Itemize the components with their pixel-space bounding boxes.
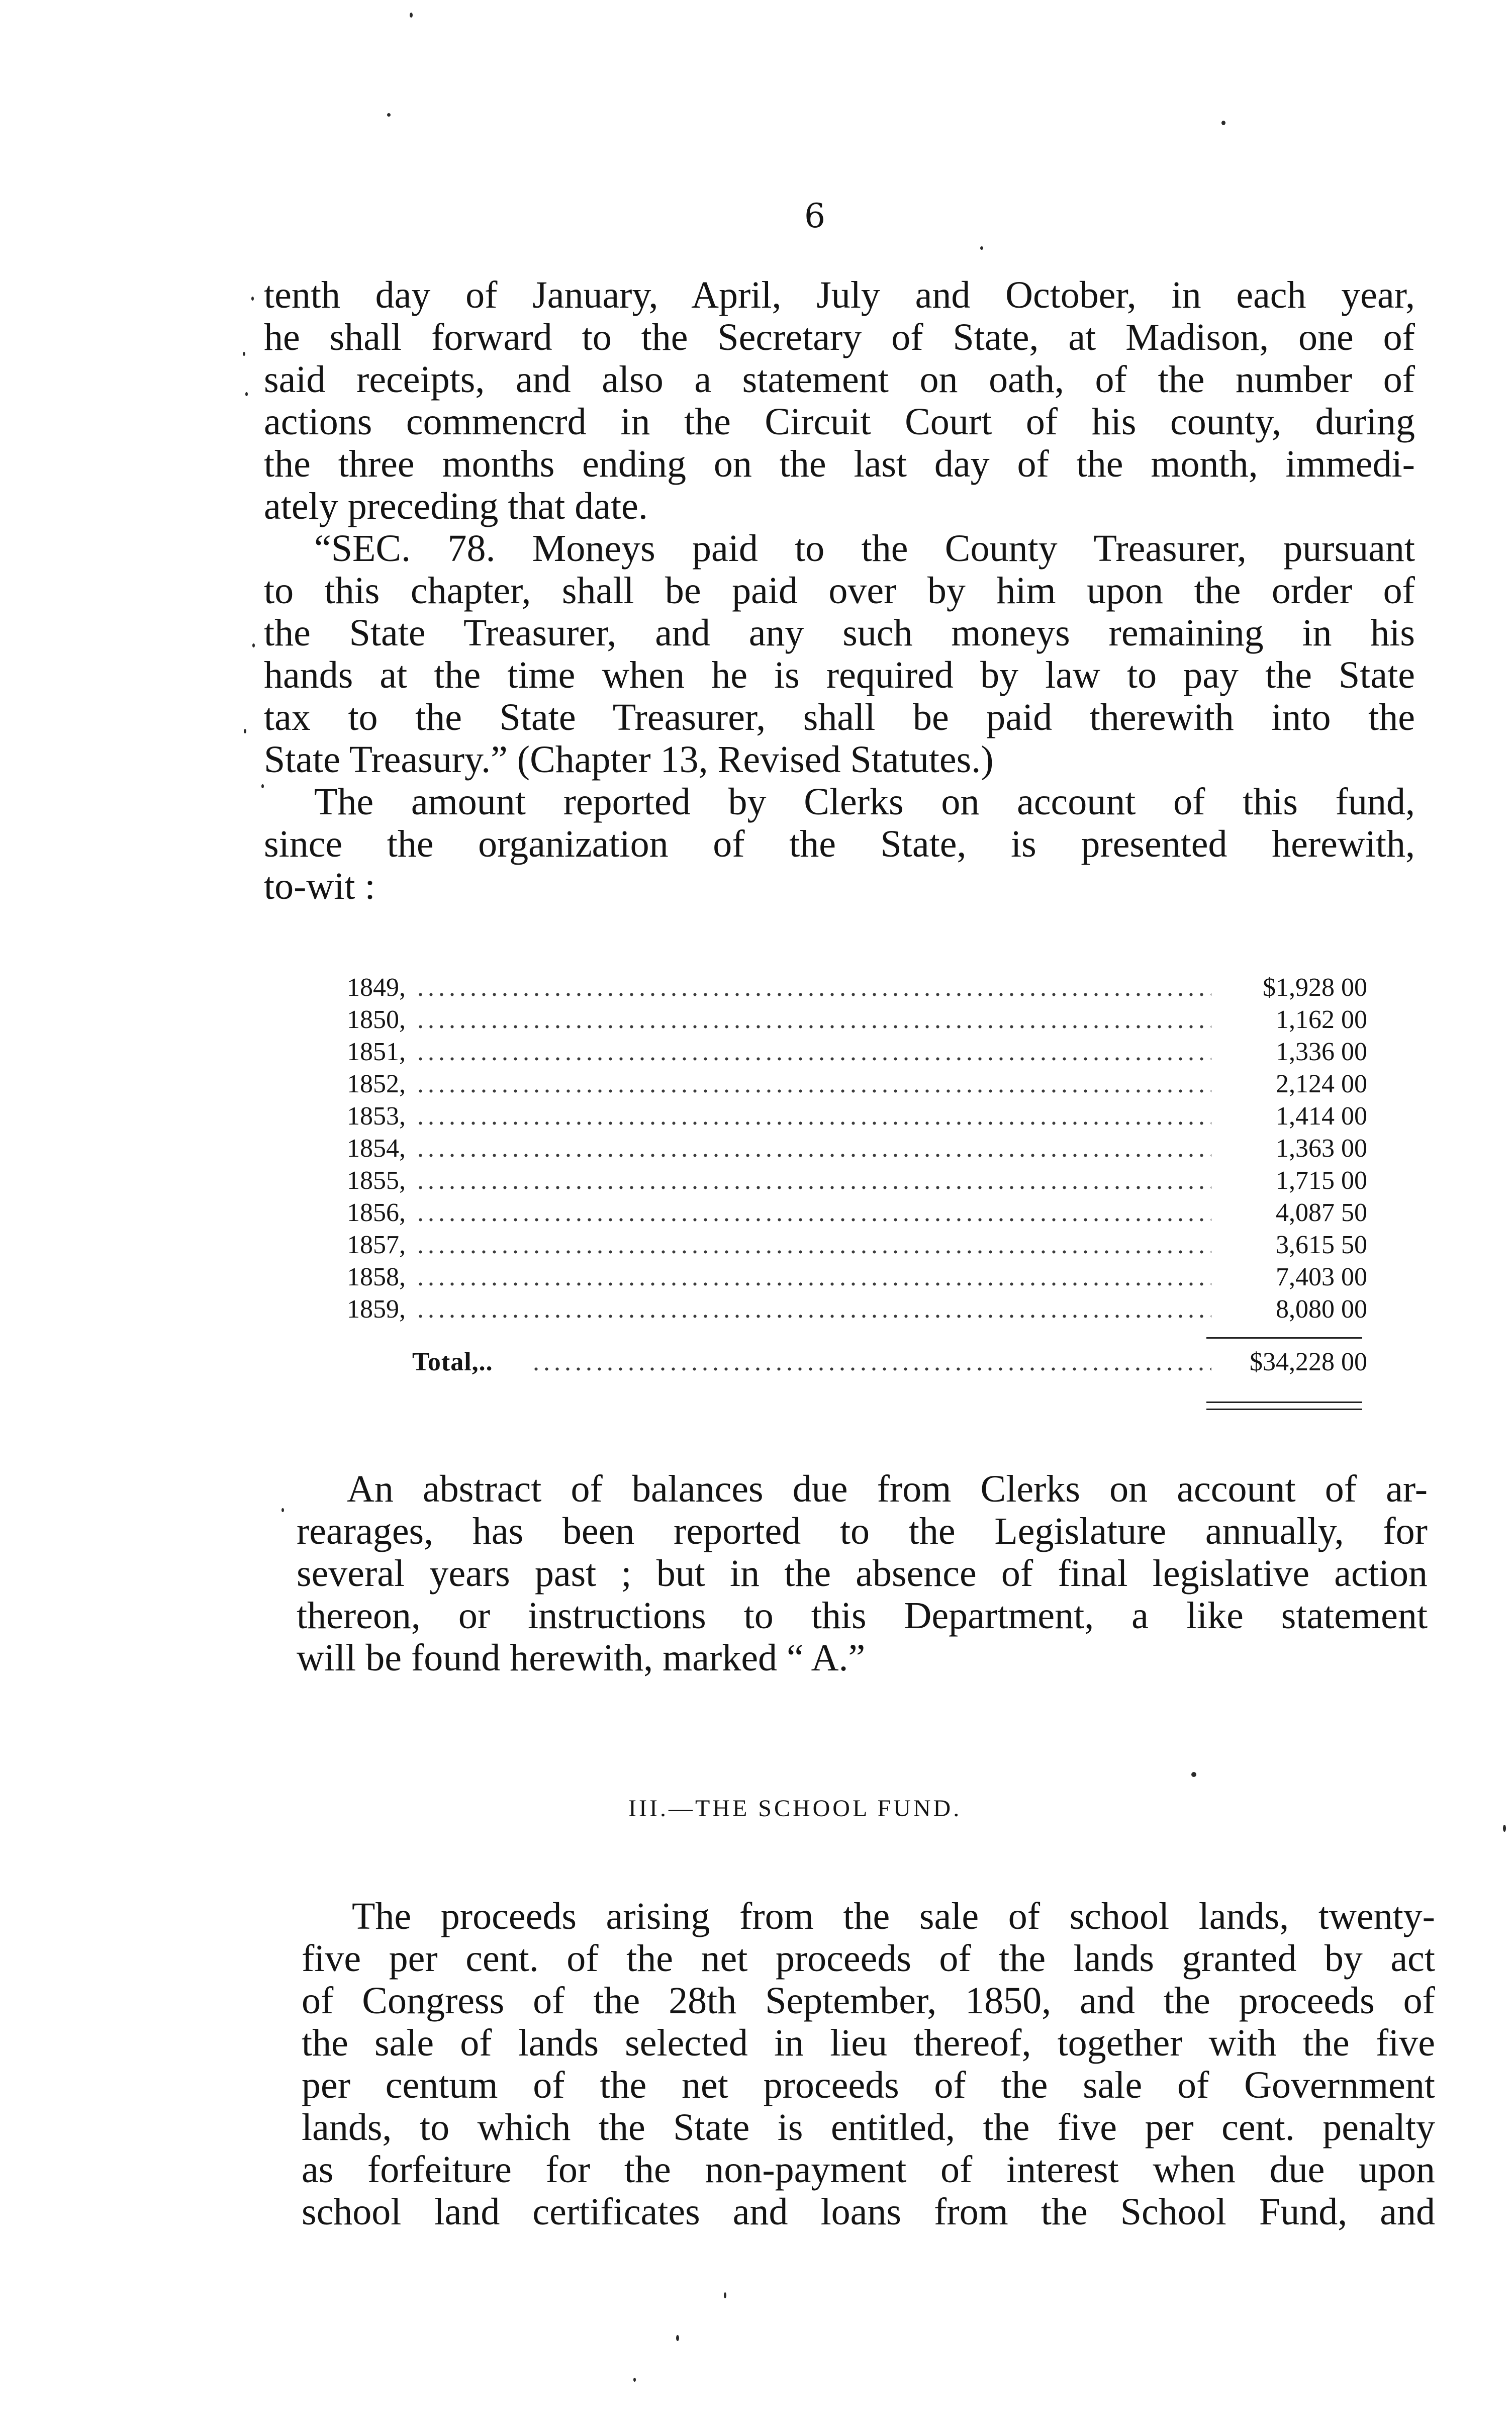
double-rule-top xyxy=(1206,1402,1362,1403)
dot-leader xyxy=(417,1069,1211,1099)
table-row xyxy=(347,1166,1367,1198)
table-row xyxy=(347,1294,1367,1327)
scan-speck xyxy=(1191,1772,1196,1777)
scan-speck xyxy=(633,2378,636,2382)
text-line: tenth day of January, April, July and October, in each year, xyxy=(264,274,1415,316)
sum-rule xyxy=(1206,1337,1362,1339)
year-cell: 1857, xyxy=(347,1231,406,1259)
table-row xyxy=(347,1101,1367,1134)
text-line: The proceeds arising from the sale of school lands, twenty- xyxy=(352,1895,1435,1937)
scan-speck xyxy=(243,352,245,356)
table-row xyxy=(347,1069,1367,1101)
year-cell: 1856, xyxy=(347,1198,406,1227)
dot-leader xyxy=(417,1262,1211,1292)
school-fund-paragraph xyxy=(302,1895,1435,2233)
scan-speck xyxy=(1503,1825,1506,1832)
total-row xyxy=(412,1347,1367,1377)
text-line: hands at the time when he is required by law to pay the State xyxy=(264,654,1415,696)
dot-leader xyxy=(417,1101,1211,1131)
dot-leader xyxy=(417,973,1211,1002)
amount-cell: 1,414 00 xyxy=(1276,1102,1367,1131)
text-line: will be found herewith, marked “ A.” xyxy=(297,1637,866,1679)
text-line: five per cent. of the net proceeds of the lands granted by act xyxy=(302,1937,1435,1980)
scan-speck xyxy=(980,246,983,250)
text-line: ately preceding that date. xyxy=(264,485,648,527)
amount-cell: 8,080 00 xyxy=(1276,1295,1367,1324)
amount-cell: 1,162 00 xyxy=(1276,1005,1367,1034)
text-line: to-wit : xyxy=(264,865,375,907)
text-line: thereon, or instructions to this Department, a like statement xyxy=(297,1595,1428,1637)
text-line: the sale of lands selected in lieu thereof, together with the five xyxy=(302,2022,1435,2064)
dot-leader xyxy=(417,1005,1211,1035)
text-line: “SEC. 78. Moneys paid to the County Treasurer, pursuant xyxy=(314,527,1415,570)
text-line: as forfeiture for the non-payment of interest when due upon xyxy=(302,2149,1435,2191)
scan-speck xyxy=(1221,121,1225,125)
text-line: school land certificates and loans from the School Fund, and xyxy=(302,2191,1435,2233)
table-row xyxy=(347,1037,1367,1069)
dot-leader xyxy=(417,1037,1211,1067)
year-cell: 1851, xyxy=(347,1038,406,1066)
scan-speck xyxy=(724,2292,726,2298)
text-line: he shall forward to the Secretary of State, at Madison, one of xyxy=(264,316,1415,358)
year-cell: 1849, xyxy=(347,973,406,1002)
yearly-amounts-table xyxy=(347,973,1367,1327)
scan-speck xyxy=(261,784,264,788)
year-cell: 1852, xyxy=(347,1070,406,1098)
amount-cell: $1,928 00 xyxy=(1263,973,1367,1002)
text-line: of Congress of the 28th September, 1850, and the proceeds of xyxy=(302,1980,1435,2022)
text-line: to this chapter, shall be paid over by him upon the order of xyxy=(264,570,1415,612)
dot-leader xyxy=(533,1347,1211,1377)
text-line: rearages, has been reported to the Legislature annually, for xyxy=(297,1510,1428,1552)
amount-cell: 1,715 00 xyxy=(1276,1166,1367,1195)
text-line: since the organization of the State, is presented herewith, xyxy=(264,823,1415,865)
year-cell: 1858, xyxy=(347,1263,406,1291)
scan-speck xyxy=(245,392,248,396)
continued-paragraph xyxy=(264,274,1415,527)
table-row xyxy=(347,1230,1367,1262)
text-line: tax to the State Treasurer, shall be paid therewith into the xyxy=(264,696,1415,738)
text-line: lands, to which the State is entitled, the five per cent. penalty xyxy=(302,2106,1435,2149)
text-line: said receipts, and also a statement on oath, of the number of xyxy=(264,358,1415,401)
text-line: the three months ending on the last day of the month, immedi- xyxy=(264,443,1415,485)
text-line: per centum of the net proceeds of the sale of Government xyxy=(302,2064,1435,2106)
text-line: actions commencrd in the Circuit Court of his county, during xyxy=(264,401,1415,443)
scan-speck xyxy=(252,643,255,647)
abstract-paragraph xyxy=(297,1468,1428,1679)
amount-cell: 4,087 50 xyxy=(1276,1198,1367,1227)
table-row xyxy=(347,1005,1367,1037)
dot-leader xyxy=(417,1198,1211,1228)
scan-speck xyxy=(281,1508,284,1512)
amount-cell: 2,124 00 xyxy=(1276,1070,1367,1098)
table-row xyxy=(347,1198,1367,1230)
dot-leader xyxy=(417,1166,1211,1195)
total-label: Total,.. xyxy=(412,1348,493,1376)
amount-cell: 3,615 50 xyxy=(1276,1231,1367,1259)
scan-speck xyxy=(387,113,391,117)
year-cell: 1850, xyxy=(347,1005,406,1034)
table-row xyxy=(347,1134,1367,1166)
text-line: The amount reported by Clerks on account of this fund, xyxy=(314,781,1415,823)
double-rule-bottom xyxy=(1206,1409,1362,1410)
dot-leader xyxy=(417,1294,1211,1324)
year-cell: 1854, xyxy=(347,1134,406,1163)
page-number: 6 xyxy=(804,197,825,235)
scan-speck xyxy=(676,2335,679,2341)
text-line: State Treasury.” (Chapter 13, Revised Statutes.) xyxy=(264,738,994,781)
table-row xyxy=(347,1262,1367,1294)
scan-speck xyxy=(251,297,254,301)
scan-speck xyxy=(244,729,246,733)
section-heading: III.—THE SCHOOL FUND. xyxy=(628,1795,962,1822)
scan-speck xyxy=(410,13,413,18)
amount-cell: 1,336 00 xyxy=(1276,1038,1367,1066)
total-amount: $34,228 00 xyxy=(1250,1348,1367,1376)
dot-leader xyxy=(417,1230,1211,1260)
section-78-paragraph xyxy=(264,527,1415,781)
amount-cell: 7,403 00 xyxy=(1276,1263,1367,1291)
year-cell: 1855, xyxy=(347,1166,406,1195)
text-line: several years past ; but in the absence of final legislative action xyxy=(297,1552,1428,1595)
text-line: An abstract of balances due from Clerks on account of ar- xyxy=(347,1468,1428,1510)
amount-reported-paragraph xyxy=(264,781,1415,907)
amount-cell: 1,363 00 xyxy=(1276,1134,1367,1163)
dot-leader xyxy=(417,1134,1211,1163)
text-line: the State Treasurer, and any such moneys remaining in his xyxy=(264,612,1415,654)
year-cell: 1853, xyxy=(347,1102,406,1131)
table-row xyxy=(347,973,1367,1005)
year-cell: 1859, xyxy=(347,1295,406,1324)
